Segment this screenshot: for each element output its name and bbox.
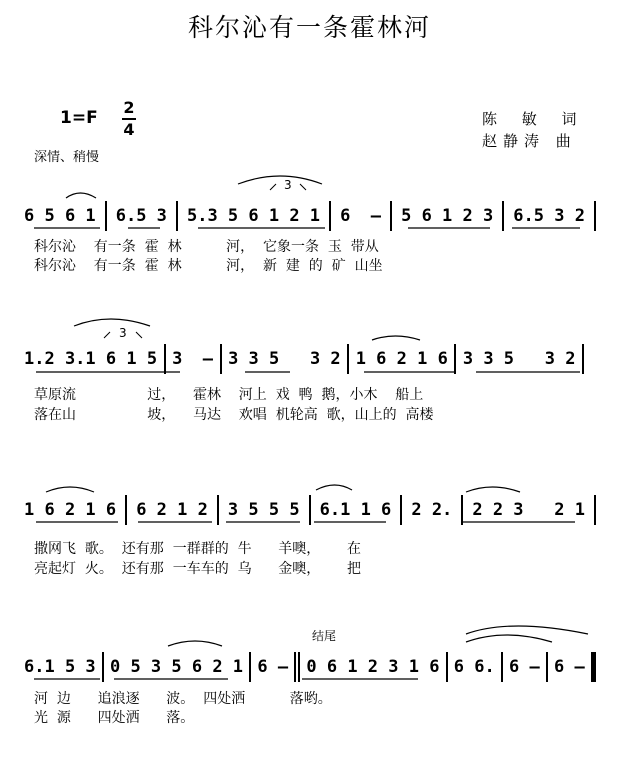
lyricist-credit: 陈 敏 词 (482, 110, 587, 128)
barline (249, 652, 251, 682)
barline (461, 495, 463, 525)
lyrics-verse-2: 亮起灯 火。 还有那 一车车的 乌 金噢， 把 (34, 561, 362, 577)
slur-mark (466, 626, 588, 634)
barline (217, 495, 219, 525)
measure: 6 5 6 1 (24, 206, 96, 226)
notation-system-2 (24, 347, 584, 371)
coda-label: 结尾 (312, 629, 337, 643)
barline (582, 344, 584, 374)
barline (309, 495, 311, 525)
measure: 6.5 3 (115, 206, 167, 226)
measure: 6 — (340, 206, 382, 226)
measure: 5 6 1 2 3 (401, 206, 494, 226)
barline (329, 201, 331, 231)
measure: 0 5 3 5 6 2 1 (109, 657, 244, 677)
measure: 6 — (257, 657, 289, 677)
barline (176, 201, 178, 231)
triplet-number: 3 (119, 326, 127, 340)
time-signature (122, 99, 136, 139)
slur-mark (168, 641, 222, 646)
measure: 2 2 3 2 1 (472, 500, 585, 520)
barline (220, 344, 222, 374)
notation-system-1 (24, 204, 596, 228)
measure: 6 — (509, 657, 540, 677)
lyrics-verse-1: 草原流 过， 霍林 河上 戏 鸭 鹅，小木 船上 (34, 387, 424, 403)
barline (594, 201, 596, 231)
measure: 1 6 2 1 6 (355, 349, 448, 369)
barline (125, 495, 127, 525)
barline (347, 344, 349, 374)
barline (594, 495, 596, 525)
beam-underlines (34, 228, 580, 679)
barline (446, 652, 448, 682)
lyrics-verse-2: 光 源 四处洒 落。 (34, 710, 195, 726)
final-barline (591, 652, 596, 682)
lyrics-verse-1: 河 边 追浪逐 波。 四处洒 落哟。 (34, 691, 332, 707)
lyrics-verse-1: 科尔沁 有一条 霍 林 河， 它象一条 玉 带从 (34, 239, 379, 255)
measure: 3 5 5 5 (227, 500, 300, 520)
slur-mark (466, 487, 520, 492)
barline (105, 201, 107, 231)
slur-mark (66, 193, 96, 198)
barline (454, 344, 456, 374)
time-signature-top: 2 (123, 98, 135, 117)
slur-mark (238, 176, 322, 184)
barline (501, 652, 503, 682)
barline (164, 344, 166, 374)
double-barline (294, 652, 296, 682)
barline (102, 652, 104, 682)
measure: 5.3 5 6 1 2 1 (186, 206, 321, 226)
measure: 2 2. (411, 500, 453, 520)
notation-system-3 (24, 498, 596, 522)
barline (546, 652, 548, 682)
slur-mark (46, 487, 94, 492)
notation-system-4 (24, 655, 596, 679)
tempo-marking: 深情、稍慢 (34, 150, 100, 165)
time-signature-bottom: 4 (123, 120, 135, 139)
measure: 0 6 1 2 3 1 6 (306, 657, 440, 677)
measure: 3 3 5 3 2 (462, 349, 576, 369)
slur-mark (372, 336, 420, 340)
measure: 6.1 5 3 (24, 657, 96, 677)
lyrics-verse-2: 科尔沁 有一条 霍 林 河， 新 建 的 矿 山坐 (34, 258, 383, 274)
triplet-number: 3 (284, 178, 292, 192)
slur-mark (74, 319, 150, 326)
measure: 6 — (554, 657, 585, 677)
composer-credit: 赵静涛 曲 (482, 132, 577, 150)
barline (390, 201, 392, 231)
measure: 6 2 1 2 (136, 500, 208, 520)
measure: 1 6 2 1 6 (24, 500, 117, 520)
slur-mark (316, 485, 352, 490)
measure: 3 — (172, 349, 214, 369)
measure: 6.5 3 2 (513, 206, 585, 226)
song-title: 科尔沁有一条霍林河 (187, 13, 431, 42)
key-signature: 1=F (60, 108, 98, 128)
lyrics-verse-1: 撒网飞 歌。 还有那 一群群的 牛 羊噢， 在 (34, 541, 362, 557)
barline (502, 201, 504, 231)
measure: 6.1 1 6 (319, 500, 392, 520)
slur-mark (466, 635, 552, 642)
measure: 6 6. (453, 657, 495, 677)
measure: 1.2 3.1 6 1 5 (24, 349, 158, 369)
barline (400, 495, 402, 525)
measure: 3 3 5 3 2 (228, 349, 341, 369)
lyrics-verse-2: 落在山 坡， 马达 欢唱 机轮高 歌，山上的 高楼 (34, 407, 434, 423)
